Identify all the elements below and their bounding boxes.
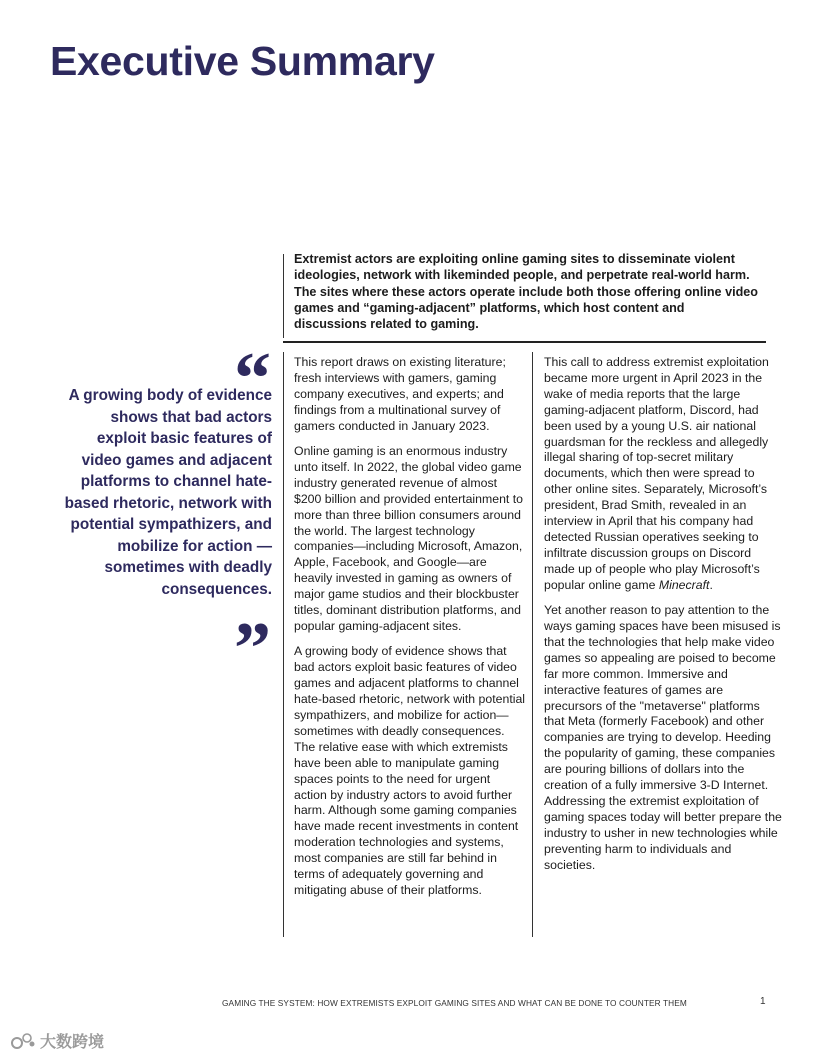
close-quote-icon: ” — [234, 608, 271, 690]
body-paragraph: Online gaming is an enormous industry unto itself. In 2022, the global video game industry generated revenue of almost $200 billion and provided entertainment to more than three billion consumers around the world. The largest technology companies—including Microsoft, Amazon, Apple, Facebook, and Google—are heavily invested in gaming as owners of major game studios and their blockbuster titles, dominant distribution platforms, and popular gaming-adjacent sites. — [294, 444, 524, 633]
watermark — [10, 1029, 104, 1052]
body-text: . — [709, 577, 713, 592]
body-column-2 — [544, 355, 782, 883]
body-column-1 — [294, 355, 526, 908]
page-title: Executive Summary — [50, 38, 435, 84]
column-rule-middle — [532, 352, 533, 937]
page-number: 1 — [760, 996, 766, 1007]
running-footer: GAMING THE SYSTEM: HOW EXTREMISTS EXPLOIT GAMING SITES AND WHAT CAN BE DONE TO COUNTER THEM — [222, 998, 687, 1008]
body-paragraph: This report draws on existing literature; fresh interviews with gamers, gaming company executives, and experts; and findings from a multinational survey of gamers conducted in January 2023. — [294, 355, 506, 433]
lead-vertical-rule — [283, 254, 284, 338]
game-title: Minecraft — [658, 577, 710, 592]
body-text: This call to address extremist exploitation became more urgent in April 2023 in the wake of media reports that the large gaming-adjacent platform, Discord, had been used by a young U.S. air national guardsman for the reckless and allegedly illegal sharing of top-secret military documents, which then were spread to other online sites. Separately, Microsoft’s president, Brad Smith, revealed in an interview in April that his company had detected Russian operatives seeking to infiltrate discussion groups on Discord made up of people who play Microsoft’s popular online game — [544, 355, 769, 592]
lead-paragraph: Extremist actors are exploiting online gaming sites to disseminate violent ideologies, network with likeminded people, and perpetrate real-world harm. The sites where these actors operate include both those offering online video games and “gaming-adjacent” platforms, which host content and discussions related to gaming. — [294, 252, 758, 332]
body-paragraph — [544, 355, 782, 594]
column-rule-left — [283, 352, 284, 937]
open-quote-icon: “ — [234, 338, 271, 420]
body-paragraph: A growing body of evidence shows that bad actors exploit basic features of video games and adjacent platforms to channel hate-based rhetoric, network with potential sympathizers, and mobilize for action—sometimes with deadly consequences. The relative ease with which extremists have been able to manipulate gaming spaces points to the need for urgent action by industry actors to avoid further harm. Although some gaming companies have made recent investments in content moderation technologies and systems, most companies are still far behind in terms of adequately governing and mitigating abuse of their platforms. — [294, 644, 526, 897]
body-paragraph: Yet another reason to pay attention to the ways gaming spaces have been misused is that the technologies that help make video games so appealing are poised to become far more common. Immersive and interactive features of games are precursors of the "metaverse" platforms that Meta (formerly Facebook) and other companies are trying to develop. Heeding the popularity of gaming, these companies are pouring billions of dollars into the creation of a fully immersive 3-D Internet. Addressing the extremist exploitation of gaming spaces today will better prepare the industry to usher in new technologies while preventing harm to individuals and societies. — [544, 603, 782, 872]
brand-logo-icon — [10, 1031, 36, 1051]
watermark-text: 大数跨境 — [40, 1034, 105, 1051]
pull-quote: A growing body of evidence shows that bad actors exploit basic features of video games and adjacent platforms to channel hate-based rhetoric, network with potential sympathizers, and mobilize for action —sometimes with deadly consequences. — [64, 387, 272, 598]
lead-divider — [283, 341, 766, 343]
